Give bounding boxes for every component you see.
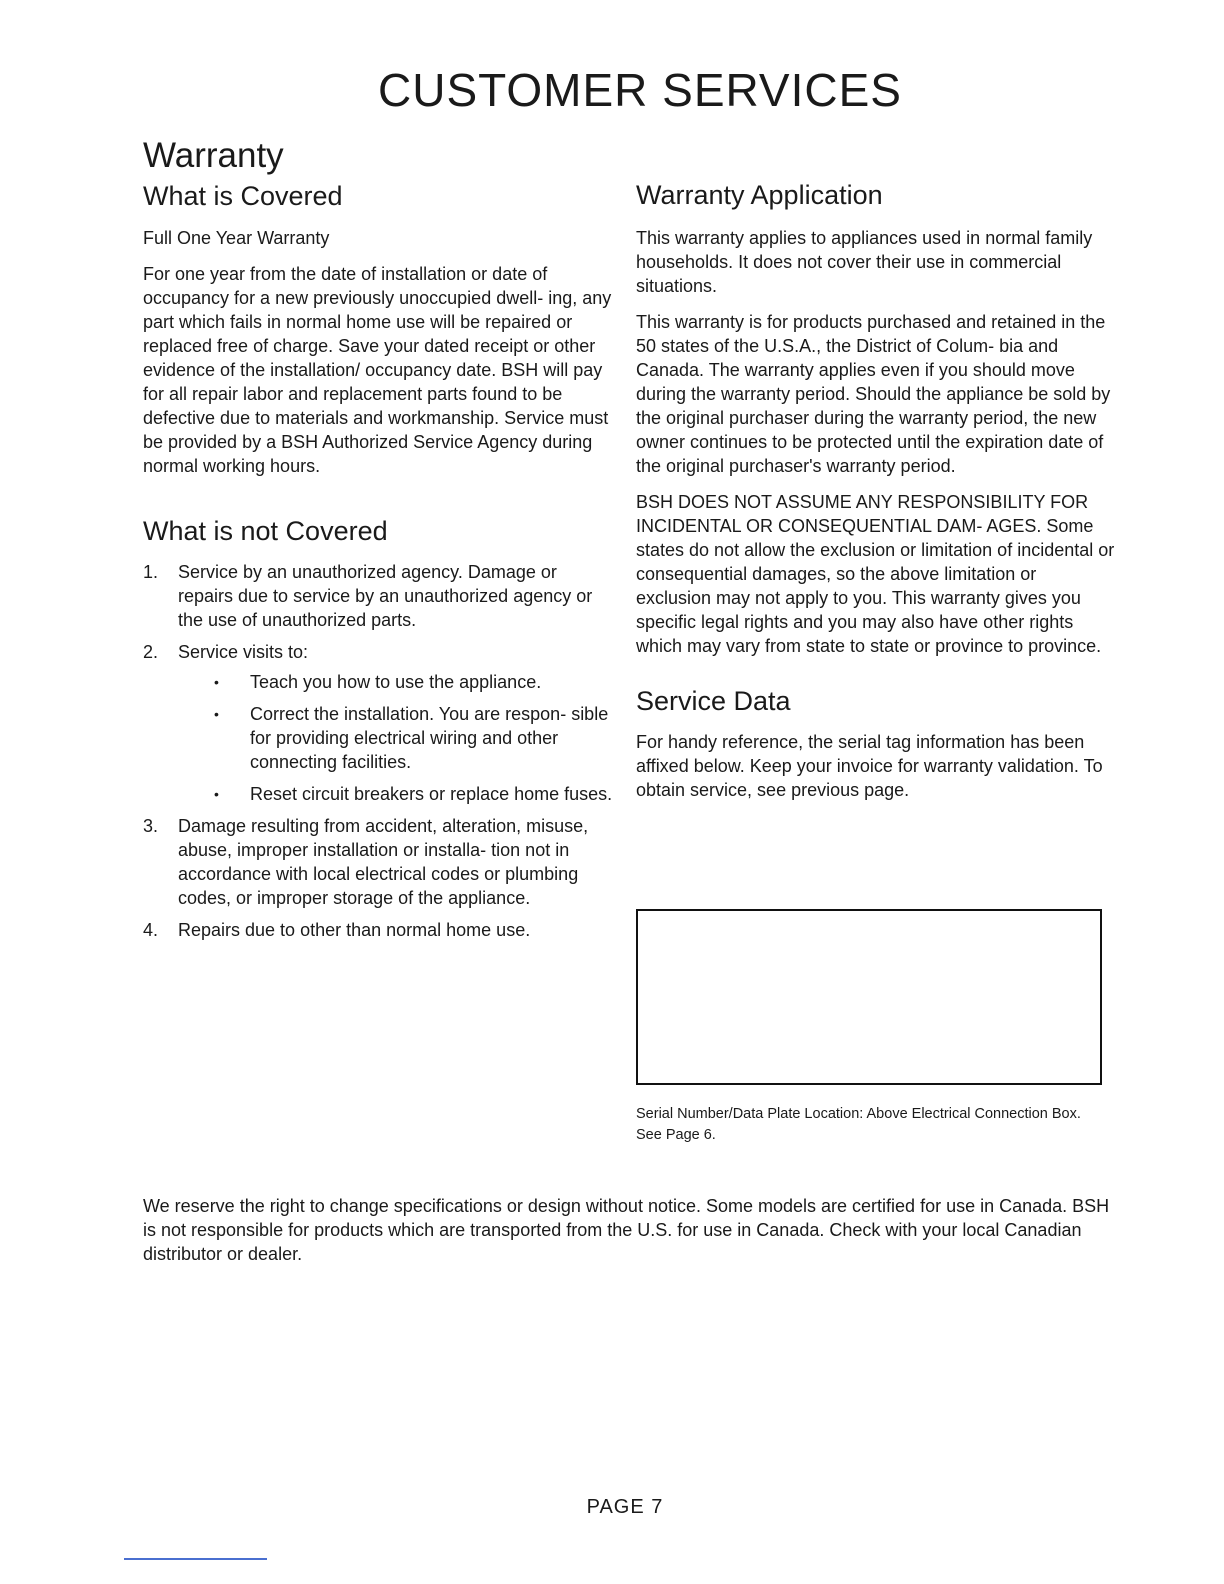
list-item: [143, 640, 613, 806]
sub-list-item: [178, 782, 613, 806]
full-one-year-warranty-label: Full One Year Warranty: [143, 228, 330, 248]
service-visits-sublist: [178, 670, 613, 806]
sub-list-item-text: Teach you how to use the appliance.: [250, 672, 542, 692]
list-item-text: Repairs due to other than normal home use.: [178, 920, 531, 940]
bullet-icon: •: [214, 674, 219, 690]
serial-tag-box: [636, 909, 1102, 1085]
bullet-icon: •: [214, 706, 219, 722]
left-column: [143, 135, 613, 950]
service-data-body: For handy reference, the serial tag information has been affixed below. Keep your invoice for warranty validation. To obtain service, see previous page.: [636, 732, 1103, 800]
list-item-text: Service by an unauthorized agency. Damage or repairs due to service by an unauthorized agency or the use of unauthorized parts.: [178, 562, 593, 630]
sub-list-item-text: Reset circuit breakers or replace home fuses.: [250, 784, 613, 804]
warranty-heading: Warranty: [143, 136, 284, 175]
list-item-text: Service visits to:: [178, 642, 309, 662]
application-paragraph: BSH DOES NOT ASSUME ANY RESPONSIBILITY FOR INCIDENTAL OR CONSEQUENTIAL DAM- AGES. Some states do not allow the exclusion or limitation of incidental or consequential damages, so the above limitation or exclusion may not apply to you. This warranty gives you specific legal rights and you may also have other rights which may vary from state to state or province to province.: [636, 492, 1115, 656]
serial-plate-location-note: Serial Number/Data Plate Location: Above Electrical Connection Box. See Page 6.: [636, 1106, 1081, 1143]
list-item: [143, 560, 613, 632]
application-paragraph: This warranty applies to appliances used in normal family households. It does not cover their use in commercial situations.: [636, 228, 1093, 296]
list-item: [143, 918, 613, 942]
list-item-number: 1.: [143, 562, 159, 582]
not-covered-list: [143, 560, 613, 942]
service-data-heading: Service Data: [636, 686, 791, 716]
covered-body-text: For one year from the date of installation or date of occupancy for a new previously unoccupied dwell- ing, any part which fails in normal home use will be repaired or replaced free of charge. Save your dated receipt or other evidence of the installation/ occupancy date. BSH will pay for all repair labor and replacement parts found to be defective due to materials and workmanship. Service must be provided by a BSH Authorized Service Agency during normal working hours.: [143, 264, 612, 476]
list-item-text: Damage resulting from accident, alteration, misuse, abuse, improper installation or installa- tion not in accordance with local electrical codes or plumbing codes, or improper storage of the appliance.: [178, 816, 589, 908]
page-number: PAGE 7: [586, 1496, 664, 1518]
sub-list-item: [178, 670, 613, 694]
what-is-not-covered-heading: What is not Covered: [143, 516, 388, 546]
what-is-covered-heading: What is Covered: [143, 181, 343, 211]
sub-list-item-text: Correct the installation. You are respon- sible for providing electrical wiring and other connecting facilities.: [250, 704, 609, 772]
list-item-number: 4.: [143, 920, 159, 940]
sub-list-item: [178, 702, 613, 774]
page-title: CUSTOMER SERVICES: [378, 64, 902, 116]
footer-disclaimer: We reserve the right to change specifications or design without notice. Some models are certified for use in Canada. BSH is not responsible for products which are transported from the U.S. for use in Canada. Check with your local Canadian distributor or dealer.: [143, 1196, 1110, 1264]
right-column: [636, 178, 1116, 802]
scan-artifact-line: [124, 1558, 267, 1560]
application-paragraph: This warranty is for products purchased and retained in the 50 states of the U.S.A., the District of Colum- bia and Canada. The warranty applies even if you should move during the warranty period. Should the appliance be sold by the original purchaser during the warranty period, the new owner continues to be protected until the expiration date of the original purchaser's warranty period.: [636, 312, 1111, 476]
bullet-icon: •: [214, 786, 219, 802]
list-item-number: 2.: [143, 642, 159, 662]
list-item-number: 3.: [143, 816, 159, 836]
warranty-application-heading: Warranty Application: [636, 180, 883, 210]
list-item: [143, 814, 613, 910]
